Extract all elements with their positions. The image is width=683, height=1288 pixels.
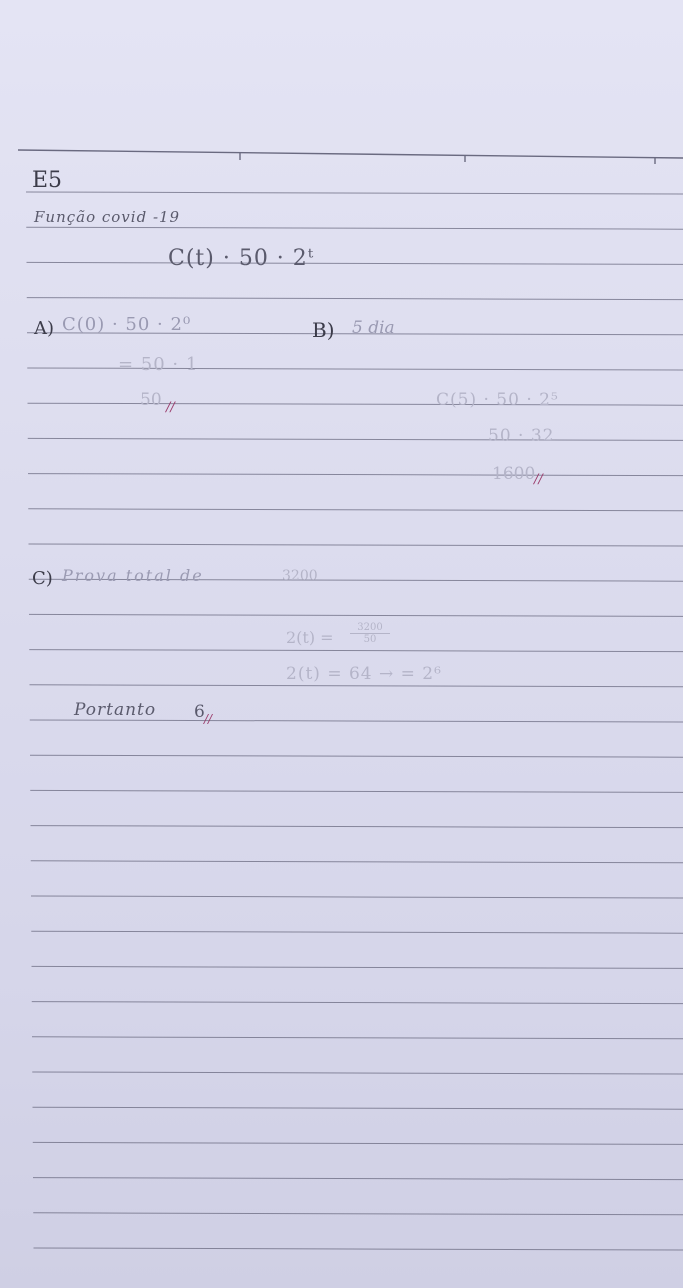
ruled-line <box>32 966 683 968</box>
ruled-line <box>34 1248 683 1250</box>
part-c-fraction-lhs: 2(t) = <box>286 628 334 647</box>
ruled-line <box>28 403 683 405</box>
ruled-line <box>32 1002 683 1004</box>
ruled-line <box>26 227 683 229</box>
exercise-formula: C(t) · 50 · 2ᵗ <box>168 246 315 271</box>
part-c-label: C) <box>32 568 53 589</box>
ruled-line <box>30 720 683 722</box>
part-b-line-3: 1600 <box>492 464 536 484</box>
ruled-line <box>30 790 683 792</box>
ruled-line <box>27 298 683 300</box>
part-c-fraction-numerator: 3200 <box>350 622 390 634</box>
part-a-line-1: C(0) · 50 · 2⁰ <box>62 314 192 335</box>
part-c-conclusion: Portanto <box>74 700 157 720</box>
part-c-fraction-denominator: 50 <box>363 634 377 645</box>
header-rule <box>18 150 683 158</box>
part-c-heading-value: 3200 <box>282 568 318 584</box>
part-a-check-mark: // <box>166 400 175 415</box>
ruled-line <box>28 438 683 440</box>
ruled-line <box>33 1178 683 1180</box>
ruled-line <box>27 262 683 264</box>
ruled-line <box>31 896 683 898</box>
exercise-heading: E5 <box>32 168 63 193</box>
part-b-line-2: 50 · 32 <box>488 426 555 446</box>
ruled-line <box>30 685 683 687</box>
part-a-label: A) <box>34 318 55 339</box>
part-b-line-1: C(5) · 50 · 2⁵ <box>436 390 559 410</box>
part-c-answer: 6 <box>194 702 205 722</box>
part-a-line-3: 50 <box>140 390 162 410</box>
ruled-line <box>31 826 683 828</box>
ruled-line <box>30 755 683 757</box>
exercise-topic: Função covid -19 <box>34 208 181 226</box>
ruled-line <box>33 1107 683 1109</box>
part-c-check-mark: // <box>204 712 213 726</box>
ruled-line <box>28 509 683 511</box>
part-a-line-2: = 50 · 1 <box>118 354 199 375</box>
ruled-line <box>31 861 683 863</box>
part-b-label: B) <box>312 318 335 342</box>
part-b-check-mark: // <box>534 472 543 487</box>
ruled-line <box>29 650 683 652</box>
ruled-line <box>33 1213 683 1215</box>
ruled-line <box>26 192 683 194</box>
ruled-line <box>32 1072 683 1074</box>
ruled-line <box>29 614 683 616</box>
part-c-heading: Prova total de <box>62 566 204 585</box>
part-c-line-2: 2(t) = 64 → = 2⁶ <box>286 664 442 684</box>
part-b-heading: 5 dia <box>352 318 395 338</box>
ruled-line <box>31 931 683 933</box>
ruled-line <box>32 1037 683 1039</box>
part-c-fraction <box>350 622 390 645</box>
ruled-line <box>29 544 683 546</box>
ruled-line <box>28 474 683 476</box>
ruled-line <box>33 1142 683 1144</box>
